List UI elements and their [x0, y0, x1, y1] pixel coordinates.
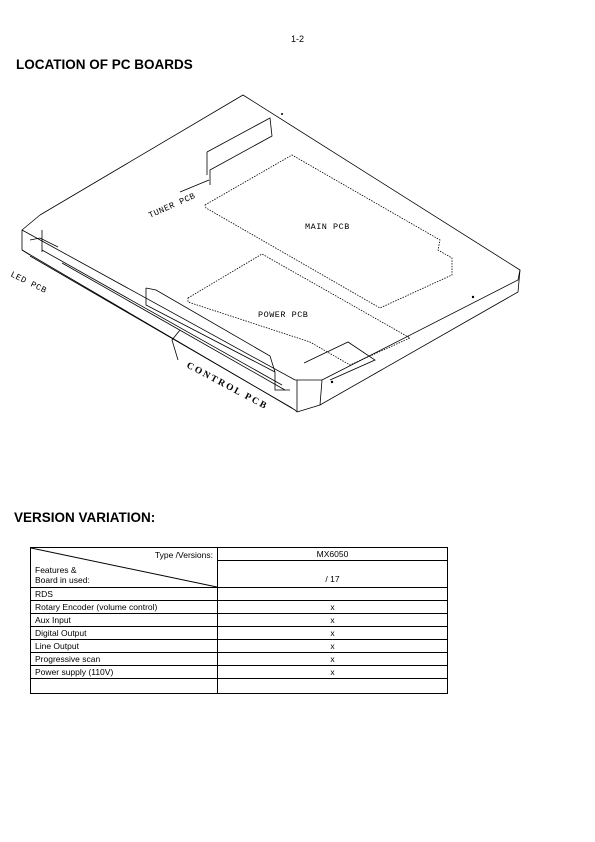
table-row	[31, 653, 448, 666]
header-type-label: Type /Versions:	[154, 550, 213, 560]
board-value-cell: / 17	[218, 561, 448, 588]
feature-rows	[31, 588, 448, 694]
feature-value-cell: x	[218, 666, 448, 679]
feature-value-cell: x	[218, 627, 448, 640]
control-pcb-label: CONTROL PCB	[184, 360, 270, 413]
feature-value-cell: x	[218, 640, 448, 653]
tuner-pcb-label: TUNER PCB	[147, 191, 198, 221]
feature-value-cell: x	[218, 653, 448, 666]
feature-value-cell: x	[218, 601, 448, 614]
header-features-text: Features &	[35, 565, 77, 575]
feature-cell	[31, 679, 218, 694]
feature-cell: Digital Output	[31, 627, 218, 640]
table-row	[31, 627, 448, 640]
version-cell: MX6050	[218, 548, 448, 561]
control-pcb-outline	[146, 288, 375, 390]
feature-value-cell: x	[218, 614, 448, 627]
header-board-text: Board in used:	[35, 575, 90, 585]
feature-value-cell	[218, 588, 448, 601]
section-title-version-variation: VERSION VARIATION:	[14, 510, 156, 525]
table-row	[31, 588, 448, 601]
table-row	[31, 614, 448, 627]
chassis-outline	[22, 95, 520, 412]
feature-cell: Line Output	[31, 640, 218, 653]
header-diagonal-cell	[31, 548, 218, 588]
table-row	[31, 601, 448, 614]
header-features-label	[35, 565, 90, 585]
feature-cell: Aux Input	[31, 614, 218, 627]
feature-cell: RDS	[31, 588, 218, 601]
tuner-pcb-outline	[180, 118, 272, 192]
page-number: 1-2	[290, 34, 304, 44]
pc-board-location-diagram	[0, 80, 595, 440]
led-pcb-label: LED PCB	[8, 269, 49, 296]
table-row	[31, 666, 448, 679]
table-row	[31, 679, 448, 694]
section-title-pc-boards: LOCATION OF PC BOARDS	[16, 57, 193, 72]
feature-value-cell	[218, 679, 448, 694]
feature-cell: Progressive scan	[31, 653, 218, 666]
power-pcb-label: POWER PCB	[258, 310, 309, 320]
table-header-row	[31, 548, 448, 561]
version-variation-table	[30, 547, 448, 694]
main-pcb-label: MAIN PCB	[305, 222, 350, 232]
table-row	[31, 640, 448, 653]
feature-cell: Rotary Encoder (volume control)	[31, 601, 218, 614]
feature-cell: Power supply (110V)	[31, 666, 218, 679]
